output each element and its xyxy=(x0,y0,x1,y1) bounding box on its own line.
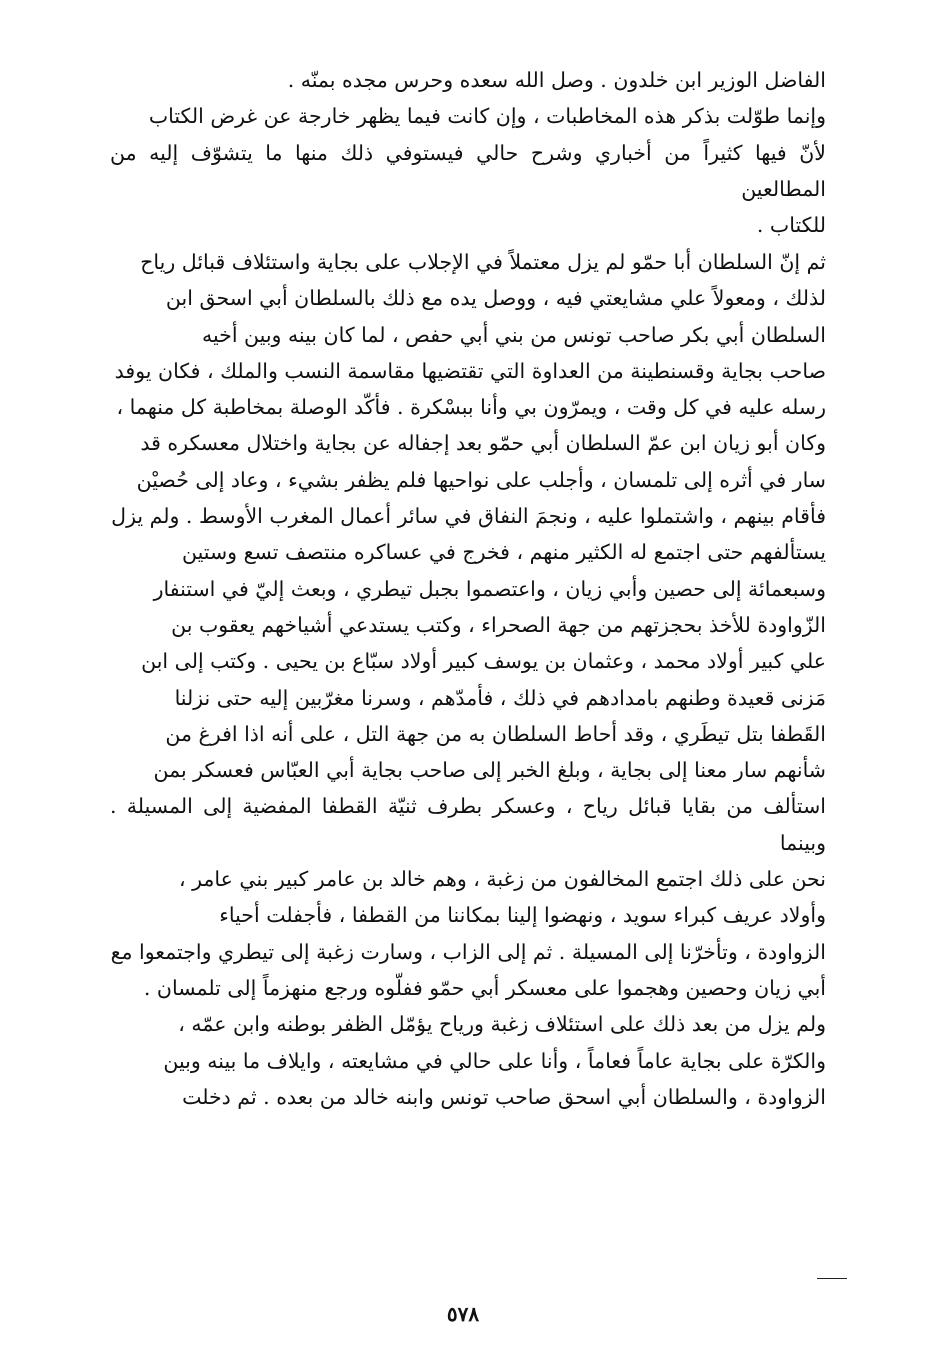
text-line: السلطان أبي بكر صاحب تونس من بني أبي حفص ، لما كان بينه وبين أخيه xyxy=(201,322,826,347)
text-line: القَطفا بتل تيطَري ، وقد أحاط السلطان به من جهة التل ، على أنه اذا افرغ من xyxy=(165,721,826,746)
text-line: مَزنى قعيدة وطنهم بامدادهم في ذلك ، فأمدّهم ، وسرنا مغرّبين إليه حتى نزلنا xyxy=(174,685,826,710)
text-line: أبي زيان وحصين وهجموا على معسكر أبي حمّو ففلّوه ورجع منهزماً إلى تلمسان . xyxy=(143,975,826,1000)
text-line: وسبعمائة إلى حصين وأبي زيان ، واعتصموا بجبل تيطري ، وبعث إليّ في استنفار xyxy=(153,576,826,601)
text-line: الزواودة ، وتأخرّنا إلى المسيلة . ثم إلى الزاب ، وسارت زغبة إلى تيطري واجتمعوا مع xyxy=(110,939,826,964)
text-line: يستألفهم حتى اجتمع له الكثير منهم ، فخرج في عساكره منتصف تسع وستين xyxy=(182,540,826,565)
text-line: وإنما طوّلت بذكر هذه المخاطبات ، وإن كانت فيما يظهر خارجة عن غرض الكتاب xyxy=(148,104,826,129)
text-line: سار في أثره إلى تلمسان ، وأجلب على نواحيها فلم يظفر بشيء ، وعاد إلى حُصيْن xyxy=(136,467,826,492)
text-line: علي كبير أولاد محمد ، وعثمان بن يوسف كبير أولاد سبّاع بن يحيى . وكتب إلى ابن xyxy=(141,649,826,674)
margin-rule xyxy=(817,1278,847,1279)
text-line: استألف من بقايا قبائل رياح ، وعسكر بطرف ثنيّة القطفا المفضية إلى المسيلة . وبينما xyxy=(110,794,826,855)
text-line: ثم إنّ السلطان أبا حمّو لم يزل معتملاً في الإجلاب على بجاية واستئلاف قبائل رياح xyxy=(140,250,826,274)
text-line: لأنّ فيها كثيراً من أخباري وشرح حالي فيستوفي ذلك منها ما يتشوّف إليه من المطالعين xyxy=(110,140,826,201)
text-line: صاحب بجاية وقسنطينة من العداوة التي تقتضيها مقاسمة النسب والملك ، فكان يوفد xyxy=(114,358,826,383)
page-number: ٥٧٨ xyxy=(446,1302,480,1326)
text-line: ولم يزل من بعد ذلك على استئلاف زغبة ورياح يؤمّل الظفر بوطنه وابن عمّه ، xyxy=(178,1012,826,1037)
text-line: لذلك ، ومعولاً علي مشايعتي فيه ، ووصل يده مع ذلك بالسلطان أبي اسحق ابن xyxy=(165,286,826,311)
text-line: فأقام بينهم ، واشتملوا عليه ، ونجمَ النفاق في سائر أعمال المغرب الأوسط . ولم يزل xyxy=(111,504,826,529)
intro-paragraph xyxy=(110,62,826,243)
text-line: الفاضل الوزير ابن خلدون . وصل الله سعده وحرس مجده بمنّه . xyxy=(287,68,826,92)
text-line: والكرّة على بجاية عاماً فعاماً ، وأنا على حالي في مشايعته ، وايلاف ما بينه وبين xyxy=(163,1048,826,1073)
text-line: وكان أبو زيان ابن عمّ السلطان أبي حمّو بعد إجفاله عن بجاية واختلال معسكره قد xyxy=(140,431,826,456)
text-line: نحن على ذلك اجتمع المخالفون من زغبة ، وهم خالد بن عامر كبير بني عامر ، xyxy=(178,867,826,892)
text-line: للكتاب . xyxy=(756,213,826,238)
text-line: الزّواودة للأخذ بحجزتهم من جهة الصحراء ، وكتب يستدعي أشياخهم يعقوب بن xyxy=(171,612,826,637)
text-line: رسله عليه في كل وقت ، ويمرّون بي وأنا ببسْكرة . فأكّد الوصلة بمخاطبة كل منهما ، xyxy=(116,395,826,420)
text-line: شأنهم سار معنا إلى بجاية ، وبلغ الخبر إلى صاحب بجاية أبي العبّاس فعسكر بمن xyxy=(153,758,826,783)
text-line: وأولاد عريف كبراء سويد ، ونهضوا إلينا بمكاننا من القطفا ، فأجفلت أحياء xyxy=(219,903,826,928)
main-paragraph xyxy=(110,244,826,1115)
text-line: الزواودة ، والسلطان أبي اسحق صاحب تونس وابنه خالد من بعده . ثم دخلت xyxy=(182,1084,826,1109)
